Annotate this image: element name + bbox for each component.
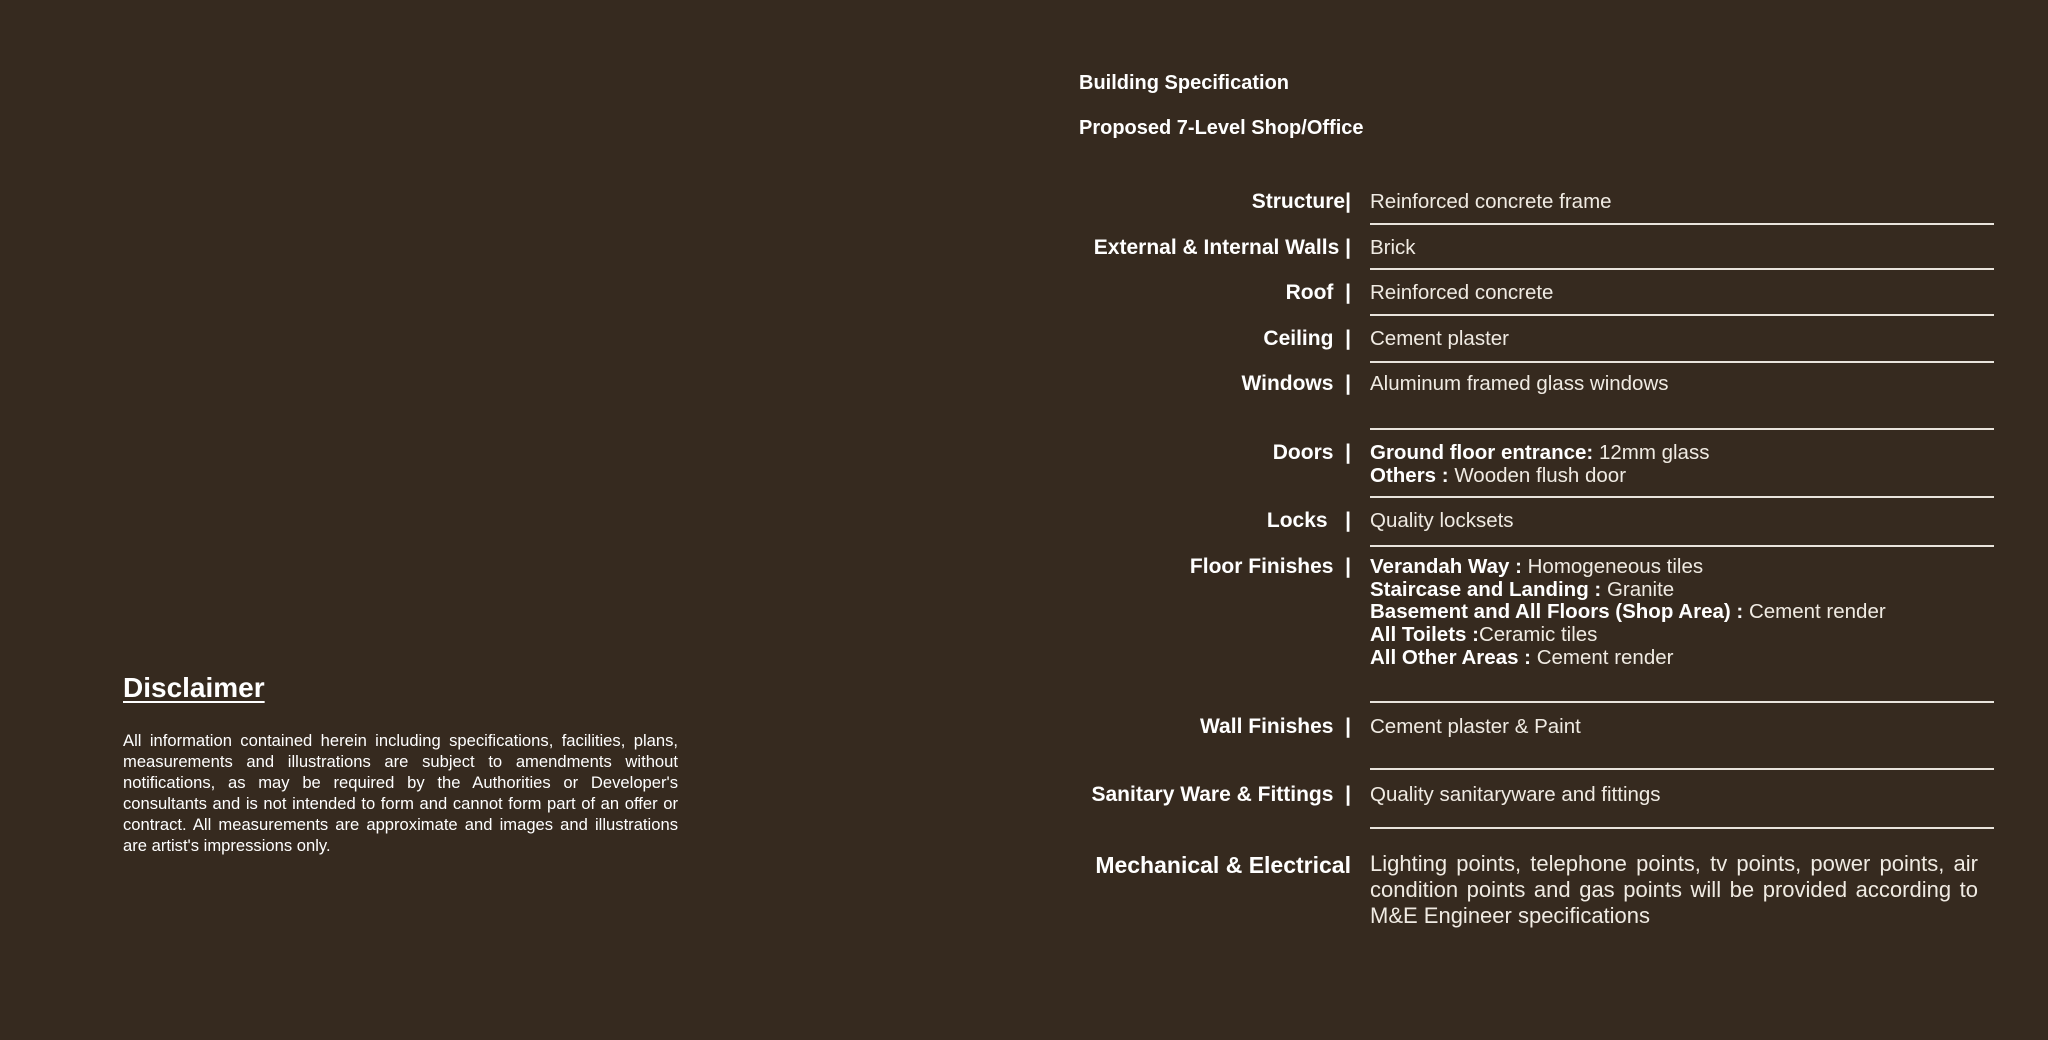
- row-divider: [1370, 827, 1994, 829]
- disclaimer-text: All information contained herein including specifications, facilities, plans, measurements and illustrations are subject to amendments without notifications, as may be required by the Authorities or Developer's consultants and is not intended to form and cannot form part of an offer or contract. All measurements are approximate and images and illustrations are artist's impressions only.: [123, 731, 678, 855]
- row-divider: [1370, 361, 1994, 363]
- spec-label: Wall Finishes |: [1200, 715, 1351, 738]
- spec-label: External & Internal Walls |: [1093, 236, 1351, 259]
- row-divider: [1370, 701, 1994, 703]
- spec-label: Roof |: [1285, 281, 1351, 304]
- spec-label: Mechanical & Electrical: [1095, 852, 1351, 878]
- spec-value: Verandah Way : Homogeneous tiles Staircase and Landing : Granite Basement and All Floors (Shop Area) : Cement render All Toilets :Ceramic tiles All Other Areas : Cement render: [1370, 555, 1886, 669]
- spec-value: Lighting points, telephone points, tv points, power points, air condition points and gas points will be provided according to M&E Engineer specifications: [1370, 851, 1978, 928]
- spec-value: Reinforced concrete frame: [1370, 190, 1612, 213]
- row-divider: [1370, 768, 1994, 770]
- row-divider: [1370, 545, 1994, 547]
- row-divider: [1370, 268, 1994, 270]
- spec-label: Windows |: [1241, 372, 1351, 395]
- spec-value: Reinforced concrete: [1370, 281, 1554, 304]
- row-divider: [1370, 428, 1994, 430]
- disclaimer-section: [123, 668, 678, 856]
- row-divider: [1370, 314, 1994, 316]
- spec-value: Quality locksets: [1370, 509, 1514, 532]
- spec-value: Aluminum framed glass windows: [1370, 372, 1669, 395]
- spec-label: Ceiling |: [1263, 327, 1351, 350]
- disclaimer-title: Disclaimer: [123, 672, 265, 703]
- spec-value: Cement plaster & Paint: [1370, 715, 1581, 738]
- row-divider: [1370, 223, 1994, 225]
- spec-subtitle: Proposed 7-Level Shop/Office: [1079, 117, 1364, 139]
- spec-title: Building Specification: [1079, 72, 1290, 94]
- spec-label: Locks |: [1266, 509, 1351, 532]
- spec-value: Cement plaster: [1370, 327, 1510, 350]
- row-divider: [1370, 496, 1994, 498]
- spec-label: Doors |: [1272, 441, 1351, 464]
- spec-value: Ground floor entrance: 12mm glass Others : Wooden flush door: [1370, 441, 1710, 487]
- spec-label: Structure|: [1251, 190, 1351, 213]
- spec-label: Sanitary Ware & Fittings |: [1091, 783, 1351, 806]
- spec-value: Brick: [1370, 236, 1416, 259]
- spec-value: Quality sanitaryware and fittings: [1370, 783, 1661, 806]
- spec-label: Floor Finishes |: [1189, 555, 1351, 578]
